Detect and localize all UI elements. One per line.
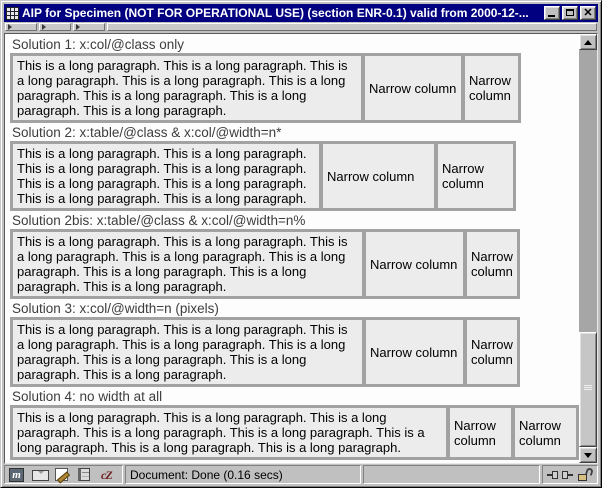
status-message: Document: Done (0.16 secs) <box>125 465 361 484</box>
close-button[interactable] <box>580 6 596 20</box>
narrow-column-cell: Narrow column <box>436 142 515 210</box>
vertical-scrollbar[interactable] <box>579 34 597 463</box>
narrow-column-cell: Narrow column <box>364 230 465 298</box>
solution-4-table <box>10 405 579 460</box>
expand-arrow-icon <box>8 24 12 30</box>
narrow-column-cell: Narrow column <box>448 406 513 459</box>
minimize-button[interactable] <box>544 6 560 20</box>
section-heading-solution-1: Solution 1: x:col/@class only <box>12 37 185 52</box>
maximize-icon <box>566 9 574 16</box>
solution-3-table <box>10 317 520 387</box>
composer-icon[interactable] <box>55 468 72 482</box>
scrollbar-track[interactable] <box>579 50 597 447</box>
collapsed-toolbar-grippy-3[interactable] <box>73 23 105 31</box>
section-heading-solution-3: Solution 3: x:col/@width=n (pixels) <box>12 301 219 316</box>
long-paragraph-cell: This is a long paragraph. This is a long paragraph. This is a long paragraph. This is a long paragraph. This is a long paragraph. This is a long paragraph. This is a long paragraph. This is a long paragraph. <box>11 230 364 298</box>
section-heading-solution-2: Solution 2: x:table/@class & x:col/@width=n* <box>12 125 282 140</box>
status-indicator-panel <box>542 465 598 484</box>
narrow-column-cell: Narrow column <box>513 406 578 459</box>
table-row <box>11 54 520 122</box>
window-app-icon <box>6 7 19 20</box>
narrow-column-cell: Narrow column <box>363 54 463 122</box>
table-row <box>11 406 578 459</box>
window-controls <box>544 6 596 20</box>
up-arrow-icon <box>584 40 592 45</box>
mail-icon[interactable] <box>32 468 49 482</box>
table-row <box>11 142 515 210</box>
scroll-up-button[interactable] <box>579 34 597 50</box>
close-icon: ✕ <box>583 7 593 19</box>
narrow-column-cell: Narrow column <box>321 142 436 210</box>
document-page <box>5 34 579 463</box>
scrollbar-thumb[interactable] <box>579 332 597 447</box>
component-bar <box>4 465 123 484</box>
table-row <box>11 230 519 298</box>
expand-arrow-icon <box>42 24 46 30</box>
narrow-column-cell: Narrow column <box>465 318 519 386</box>
navigator-icon[interactable]: m <box>9 468 26 482</box>
solution-1-table <box>10 53 521 123</box>
expand-arrow-icon <box>76 24 80 30</box>
narrow-column-cell: Narrow column <box>465 230 519 298</box>
status-bar <box>4 465 598 484</box>
section-heading-solution-4: Solution 4: no width at all <box>12 389 163 404</box>
long-paragraph-cell: This is a long paragraph. This is a long paragraph. This is a long paragraph. This is a long paragraph. This is a long paragraph. This is a long paragraph. This is a long paragraph. This is a long paragraph. <box>11 318 364 386</box>
long-paragraph-cell: This is a long paragraph. This is a long paragraph. This is a long paragraph. This is a long paragraph. This is a long paragraph. This is a long paragraph. This is a long paragraph. This is a long paragraph. <box>11 54 363 122</box>
window-title: AIP for Specimen (NOT FOR OPERATIONAL USE) (section ENR-0.1) valid from 2000-12-... <box>22 6 529 20</box>
security-unlocked-icon[interactable] <box>578 468 593 481</box>
collapsed-toolbar-grippy-1[interactable] <box>5 23 37 31</box>
long-paragraph-cell: This is a long paragraph. This is a long paragraph. This is a long paragraph. This is a long paragraph. This is a long paragraph. This is a long paragraph. This is a long paragraph. This is a long paragraph. <box>11 142 321 210</box>
section-heading-solution-2bis: Solution 2bis: x:table/@class & x:col/@width=n% <box>12 213 306 228</box>
table-row <box>11 318 519 386</box>
collapsed-toolbar-grippy-2[interactable] <box>39 23 71 31</box>
status-spare-panel <box>363 465 540 484</box>
long-paragraph-cell: This is a long paragraph. This is a long paragraph. This is a long paragraph. This is a long paragraph. This is a long paragraph. This is a long paragraph. This is a long paragraph. This is a long paragraph. <box>11 406 448 459</box>
chatzilla-icon[interactable]: cZ <box>101 467 112 482</box>
thumb-grip-icon <box>584 385 592 391</box>
online-status-icon[interactable] <box>547 470 573 480</box>
solution-2-table <box>10 141 516 211</box>
minimize-icon <box>548 15 555 17</box>
collapsed-toolbars-row <box>4 22 598 33</box>
address-book-icon[interactable] <box>78 468 95 482</box>
scroll-down-button[interactable] <box>579 447 597 463</box>
maximize-button[interactable] <box>562 6 578 20</box>
title-bar[interactable] <box>4 4 598 22</box>
browser-content-area <box>4 33 598 464</box>
narrow-column-cell: Narrow column <box>364 318 465 386</box>
toolbar-row-filler <box>107 23 597 31</box>
solution-2bis-table <box>10 229 520 299</box>
narrow-column-cell: Narrow column <box>463 54 520 122</box>
down-arrow-icon <box>584 453 592 458</box>
